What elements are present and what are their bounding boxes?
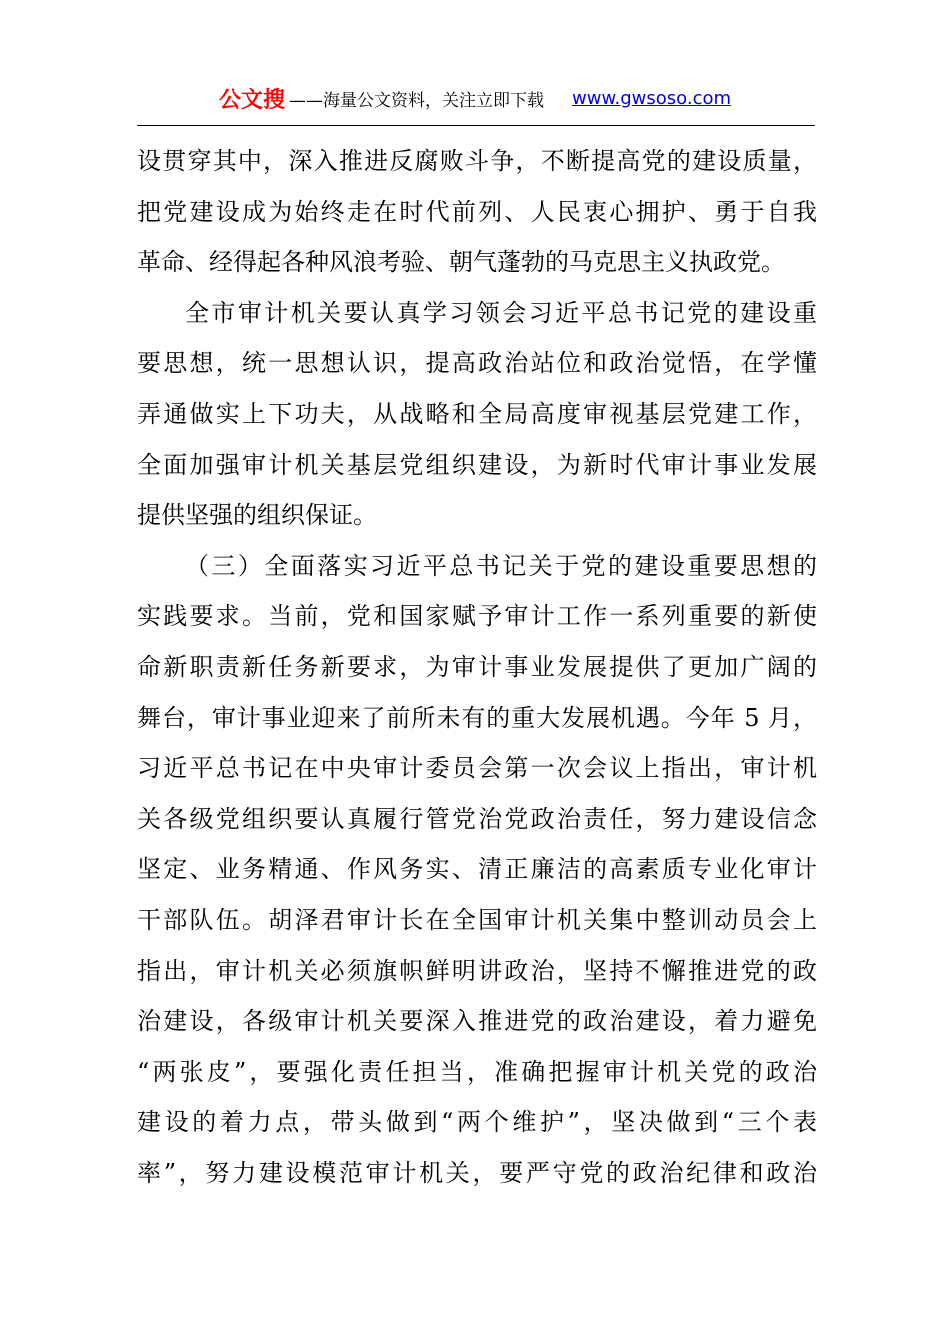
text-line: “两张皮”，要强化责任担当，准确把握审计机关党的政治 <box>137 1057 817 1086</box>
text-line: 设贯穿其中，深入推进反腐败斗争，不断提高党的建设质量， <box>137 147 817 175</box>
text-line: 指出，审计机关必须旗帜鲜明讲政治，坚持不懈推进党的政 <box>137 956 817 985</box>
text-line: 把党建设成为始终走在时代前列、人民衷心拥护、勇于自我 <box>137 197 817 226</box>
text-line: 治建设，各级审计机关要深入推进党的政治建设，着力避免 <box>137 1007 817 1036</box>
document-body <box>137 136 817 1198</box>
text-line: 命新职责新任务新要求，为审计事业发展提供了更加广阔的 <box>137 652 817 681</box>
text-line: 率”，努力建设模范审计机关，要严守党的政治纪律和政治 <box>137 1158 817 1187</box>
text-line: 习近平总书记在中央审计委员会第一次会议上指出，审计机 <box>137 754 817 783</box>
website-link[interactable]: www.gwsoso.com <box>572 87 732 109</box>
text-line: 坚定、业务精通、作风务实、清正廉洁的高素质专业化审计 <box>137 855 817 884</box>
text-line: 实践要求。当前，党和国家赋予审计工作一系列重要的新使 <box>137 602 817 631</box>
header-divider <box>137 125 815 126</box>
text-line: 建设的着力点，带头做到“两个维护”，坚决做到“三个表 <box>137 1108 817 1137</box>
brand-logo-text: 公文搜 <box>218 87 285 113</box>
paragraph-start-line: 全市审计机关要认真学习领会习近平总书记党的建设重 <box>185 298 817 327</box>
text-line: 提供坚强的组织保证。 <box>137 501 377 530</box>
text-line: 关各级党组织要认真履行管党治党政治责任，努力建设信念 <box>137 804 817 833</box>
header-slogan: ——海量公文资料，关注立即下载 <box>289 90 544 111</box>
text-line: 弄通做实上下功夫，从战略和全局高度审视基层党建工作， <box>137 399 817 428</box>
section-heading-line: （三）全面落实习近平总书记关于党的建设重要思想的 <box>185 551 817 580</box>
text-line: 全面加强审计机关基层党组织建设，为新时代审计事业发展 <box>137 450 817 479</box>
text-line: 革命、经得起各种风浪考验、朝气蓬勃的马克思主义执政党。 <box>137 248 785 277</box>
text-line: 要思想，统一思想认识，提高政治站位和政治觉悟，在学懂 <box>137 349 817 378</box>
page-header <box>137 78 813 118</box>
text-line: 舞台，审计事业迎来了前所未有的重大发展机遇。今年 5 月， <box>137 703 817 732</box>
text-line: 干部队伍。胡泽君审计长在全国审计机关集中整训动员会上 <box>137 905 817 934</box>
